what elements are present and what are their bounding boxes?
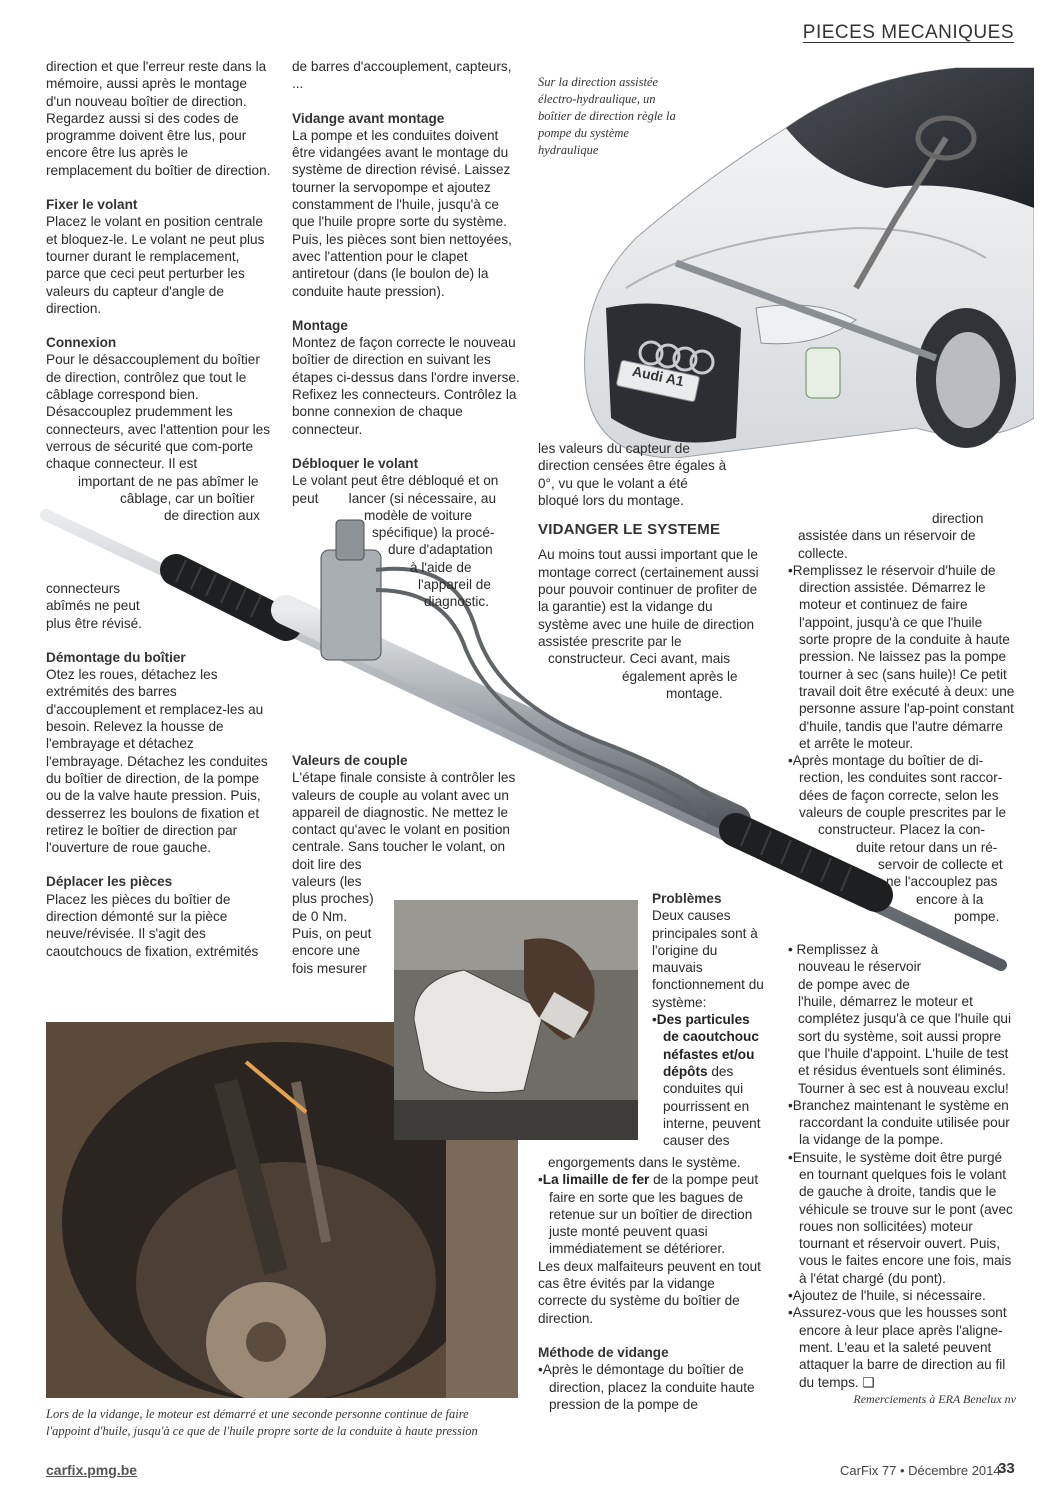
col4-r5: encore à la xyxy=(916,891,984,907)
heading-vidange-avant: Vidange avant montage xyxy=(292,110,445,126)
bullet-methode-1-text: Après le démontage du boîtier de direction, placez la conduite haute pression de la pompe de xyxy=(542,1362,755,1412)
para-debloquer-8: diagnostic. xyxy=(424,594,489,610)
heading-montage: Montage xyxy=(292,317,348,333)
wheel-photo-caption: Lors de la vidange, le moteur est démarré et une seconde personne continue de faire l'appoint d'huile, jusqu'à ce que de l'huile propre sorte de la conduite à haute pression xyxy=(46,1407,478,1438)
para-vidanger-4: montage. xyxy=(666,685,723,701)
para-fixer-volant: Placez le volant en position centrale et bloquez-le. Le volant ne peut plus tourner durant le remplacement, parce que ceci peut perturber les valeurs du capteur d'angle de direction. xyxy=(46,214,265,316)
para-debloquer-5: dure d'adaptation xyxy=(388,542,493,558)
column-1 xyxy=(46,58,272,524)
bullet-limaille xyxy=(538,1171,764,1257)
bullet-branchez xyxy=(788,1097,1016,1149)
bullet-dot-icon: • xyxy=(652,1012,657,1028)
column-1-lower xyxy=(46,580,272,960)
bullet-dot-icon: • xyxy=(788,753,793,769)
bullet-dot-icon: • xyxy=(788,1288,793,1304)
col2-intro: de barres d'accouplement, capteurs, ... xyxy=(292,59,512,92)
heading-problemes: Problèmes xyxy=(652,891,722,906)
para-vidanger-2: constructeur. Ceci avant, mais xyxy=(548,651,731,667)
bullet-housses-text: Assurez-vous que les housses sont encore à leur place après l'aligne-ment. L'eau et la saleté peuvent attaquer la barre de direction au fil du temps. xyxy=(792,1305,1007,1390)
bullet-remplissez-2-a: Remplissez à xyxy=(796,942,879,958)
column-2-lower xyxy=(292,752,520,977)
column-4 xyxy=(788,510,1016,1408)
para-connexion-1: Pour le désaccouplement du boîtier de direction, contrôlez que tout le câblage correspond bien. Désaccouplez prudemment les connecteurs, avec l'attention pour les verrous de sécurité que com-porte chaque connecteur. Il est xyxy=(46,352,271,472)
heading-debloquer: Débloquer le volant xyxy=(292,455,419,471)
bullet-particules-tail: engorgements dans le système. xyxy=(548,1155,741,1170)
para-debloquer-7: l'appareil de xyxy=(418,577,491,593)
col4-r1: constructeur. Placez la con- xyxy=(818,822,985,838)
car-photo-caption: Sur la direction assistée électro-hydraulique, un boîtier de direction règle la pompe du système hydraulique xyxy=(538,75,676,157)
bullet-dot-icon: • xyxy=(788,1305,793,1321)
col4-r2: duite retour dans un ré- xyxy=(856,839,998,855)
bullet-apres-montage-text: Après montage du boîtier de di-rection, les conduites sont raccor-dées de façon correcte, selon les valeurs de couple prescrites par le xyxy=(792,753,1007,821)
para-debloquer-3: modèle de voiture xyxy=(364,507,473,523)
bullet-limaille-bold: La limaille de fer xyxy=(542,1172,650,1188)
para-vidanger-3: également après le xyxy=(622,668,738,684)
heading-vidanger-systeme: VIDANGER LE SYSTEME xyxy=(538,521,721,539)
para-debloquer-2: peut lancer (si nécessaire, au xyxy=(292,490,497,506)
para-problemes: Deux causes principales sont à l'origine du mauvais fonctionnement du système: xyxy=(652,908,764,1010)
bullet-particules xyxy=(652,1011,766,1149)
bullet-dot-icon: • xyxy=(788,942,797,958)
bullet-dot-icon: • xyxy=(538,1172,543,1188)
col4-b3d: l'huile, démarrez le moteur et complétez jusqu'à ce que l'huile qui sort du système, soit aussi propre que l'huile d'appoint. L'huile de test et résidus éventuels sont éliminés. Tourner à sec est à nouveau exclu! xyxy=(798,994,1012,1096)
page-number: 33 xyxy=(998,1460,1015,1477)
para-connexion-5: connecteurs abîmés ne peut plus être révisé. xyxy=(46,581,142,631)
bullet-apres-montage xyxy=(788,752,1016,821)
col4-r3: servoir de collecte et xyxy=(878,856,1003,872)
thanks-note: Remerciements à ERA Benelux nv xyxy=(853,1391,1016,1406)
para-vidanger: Au moins tout aussi important que le montage correct (certainement aussi pour pouvoir continuer de profiter de la garantie) est la vidange du système avec une huile de direction assistée prescrite par le xyxy=(538,547,759,649)
heading-deplacer: Déplacer les pièces xyxy=(46,874,173,890)
bullet-remplissez-1-text: Remplissez le réservoir d'huile de direction assistée. Démarrez le moteur et continuez de faire l'appoint, jusqu'à ce que l'huile sorte propre de la conduite à haute pression. Ne laissez pas la pompe tourner à sec (sans huile)! Ce petit travail doit être exécuté à deux: une personne assure l'ap-point constant d'huile, tandis que l'autre démarre et arrête le moteur. xyxy=(792,562,1015,751)
para-montage: Montez de façon correcte le nouveau boîtier de direction en suivant les étapes ci-dessus dans l'ordre inverse. Refixez les connecteurs. Contrôlez la bonne connexion de chaque connecteur. xyxy=(292,335,520,437)
col1-intro: direction et que l'erreur reste dans la mémoire, aussi après le montage d'un nouveau boîtier de direction. Regardez aussi si des codes de programme doivent être lus, pour encore être lus après le remplacement du boîtier de direction. xyxy=(46,59,271,178)
heading-couple: Valeurs de couple xyxy=(292,753,408,768)
column-2 xyxy=(292,58,520,611)
bullet-particules-bold: Des particules de caoutchouc néfastes et/ou dépôts xyxy=(656,1012,759,1079)
para-vidange-avant: La pompe et les conduites doivent être vidangées avant le montage du système de direction révisé. Laissez tourner la servopompe et ajoutez constamment de l'huile, jusqu'à ce que l'huile propre sorte du système. Puis, les pièces sont bien nettoyées, avec l'attention pour le clapet antiretour (dans (le boulon de) la conduite haute pression). xyxy=(292,127,512,299)
para-debloquer-6: à l'aide de xyxy=(410,559,472,575)
heading-methode: Méthode de vidange xyxy=(538,1344,669,1360)
para-debloquer-4: spécifique) la procé- xyxy=(372,525,495,541)
section-title: PIECES MECANIQUES xyxy=(802,22,1014,43)
car-badge: Audi A1 xyxy=(630,362,686,390)
bullet-methode-1 xyxy=(538,1361,764,1413)
para-deplacer: Placez les pièces du boîtier de direction démonté sur la pièce neuve/révisée. Il s'agit des caoutchoucs de fixation, extrémités xyxy=(46,891,259,959)
footer-issue: CarFix 77 • Décembre 2014 xyxy=(840,1463,1001,1478)
bullet-particules-rest: des conduites qui pourrissent en interne, peuvent causer des xyxy=(663,1063,761,1149)
col3-continuation: les valeurs du capteur de direction censées être égales à 0°, vu que le volant a été bloqué lors du montage. xyxy=(538,441,727,508)
para-malfaiteurs: Les deux malfaiteurs peuvent en tout cas être évités par la vidange correcte du système du boîtier de direction. xyxy=(538,1258,761,1326)
column-3-problemes xyxy=(652,890,766,1149)
para-debloquer-1: Le volant peut être débloqué et on xyxy=(292,473,499,489)
bullet-dot-icon: • xyxy=(788,1149,793,1165)
bullet-purge xyxy=(788,1149,1016,1287)
column-3-lower xyxy=(538,1154,764,1413)
heading-fixer-volant: Fixer le volant xyxy=(46,197,138,213)
para-demontage: Otez les roues, détachez les extrémités des barres d'accouplement et remplacez-les au besoin. Relevez la housse de l'embrayage et détachez l'embrayage. Détachez les conduites du boîtier de direction, de la pompe ou de la valve haute pression. Puis, desserrez les boulons de fixation et retirez le boîtier de direction par l'ouverture de roue gauche. xyxy=(46,667,268,856)
para-connexion-2: important de ne pas abîmer le xyxy=(78,473,259,489)
bullet-purge-text: Ensuite, le système doit être purgé en tournant quelques fois le volant de gauche à droite, tandis que le véhicule se trouve sur le pont (avec roues non sollicitées) moteur tournant et réservoir ouvert. Puis, vous le faites encore une fois, mais à l'état chargé (du pont). xyxy=(792,1149,1013,1286)
col4-b3b: nouveau le réservoir xyxy=(798,959,922,975)
end-square-icon: ❑ xyxy=(862,1374,875,1390)
bullet-dot-icon: • xyxy=(788,1097,793,1113)
para-couple: L'étape finale consiste à contrôler les valeurs de couple au volant avec un appareil de diagnostic. Ne mettez le contact qu'avec le volant en position centrale. Sans toucher le volant, on doit lire des xyxy=(292,770,516,872)
col4-r4: ne l'accouplez pas xyxy=(886,874,998,890)
footer-site: carfix.pmg.be xyxy=(46,1462,138,1478)
bullet-remplissez-2 xyxy=(788,941,1016,958)
bullet-branchez-text: Branchez maintenant le système en raccordant la conduite utilisée pour la vidange de la pompe. xyxy=(792,1097,1010,1148)
col4-l2: assistée dans un réservoir de collecte. xyxy=(798,528,976,561)
bullet-dot-icon: • xyxy=(538,1362,543,1378)
bullet-remplissez-1 xyxy=(788,562,1016,752)
bullet-ajoutez-text: Ajoutez de l'huile, si nécessaire. xyxy=(792,1288,986,1304)
bullet-dot-icon: • xyxy=(788,562,793,578)
bullet-ajoutez xyxy=(788,1287,1016,1304)
para-couple-2: valeurs (les plus proches) de 0 Nm. Puis, on peut encore une fois mesurer xyxy=(292,874,374,976)
bullet-housses xyxy=(788,1304,1016,1390)
col4-b3c: de pompe avec de xyxy=(798,976,910,992)
para-connexion-3: câblage, car un boîtier xyxy=(120,490,255,506)
col4-r6: pompe. xyxy=(954,908,1000,924)
heading-demontage: Démontage du boîtier xyxy=(46,649,186,665)
bullet-limaille-rest: de la pompe peut faire en sorte que les bagues de retenue sur un boîtier de direction juste monté peuvent quasi immédiatement se détériorer. xyxy=(549,1172,759,1257)
column-3-top xyxy=(538,440,762,702)
heading-connexion: Connexion xyxy=(46,335,117,351)
para-connexion-4: de direction aux xyxy=(164,508,260,524)
col4-l1: direction xyxy=(932,511,984,526)
